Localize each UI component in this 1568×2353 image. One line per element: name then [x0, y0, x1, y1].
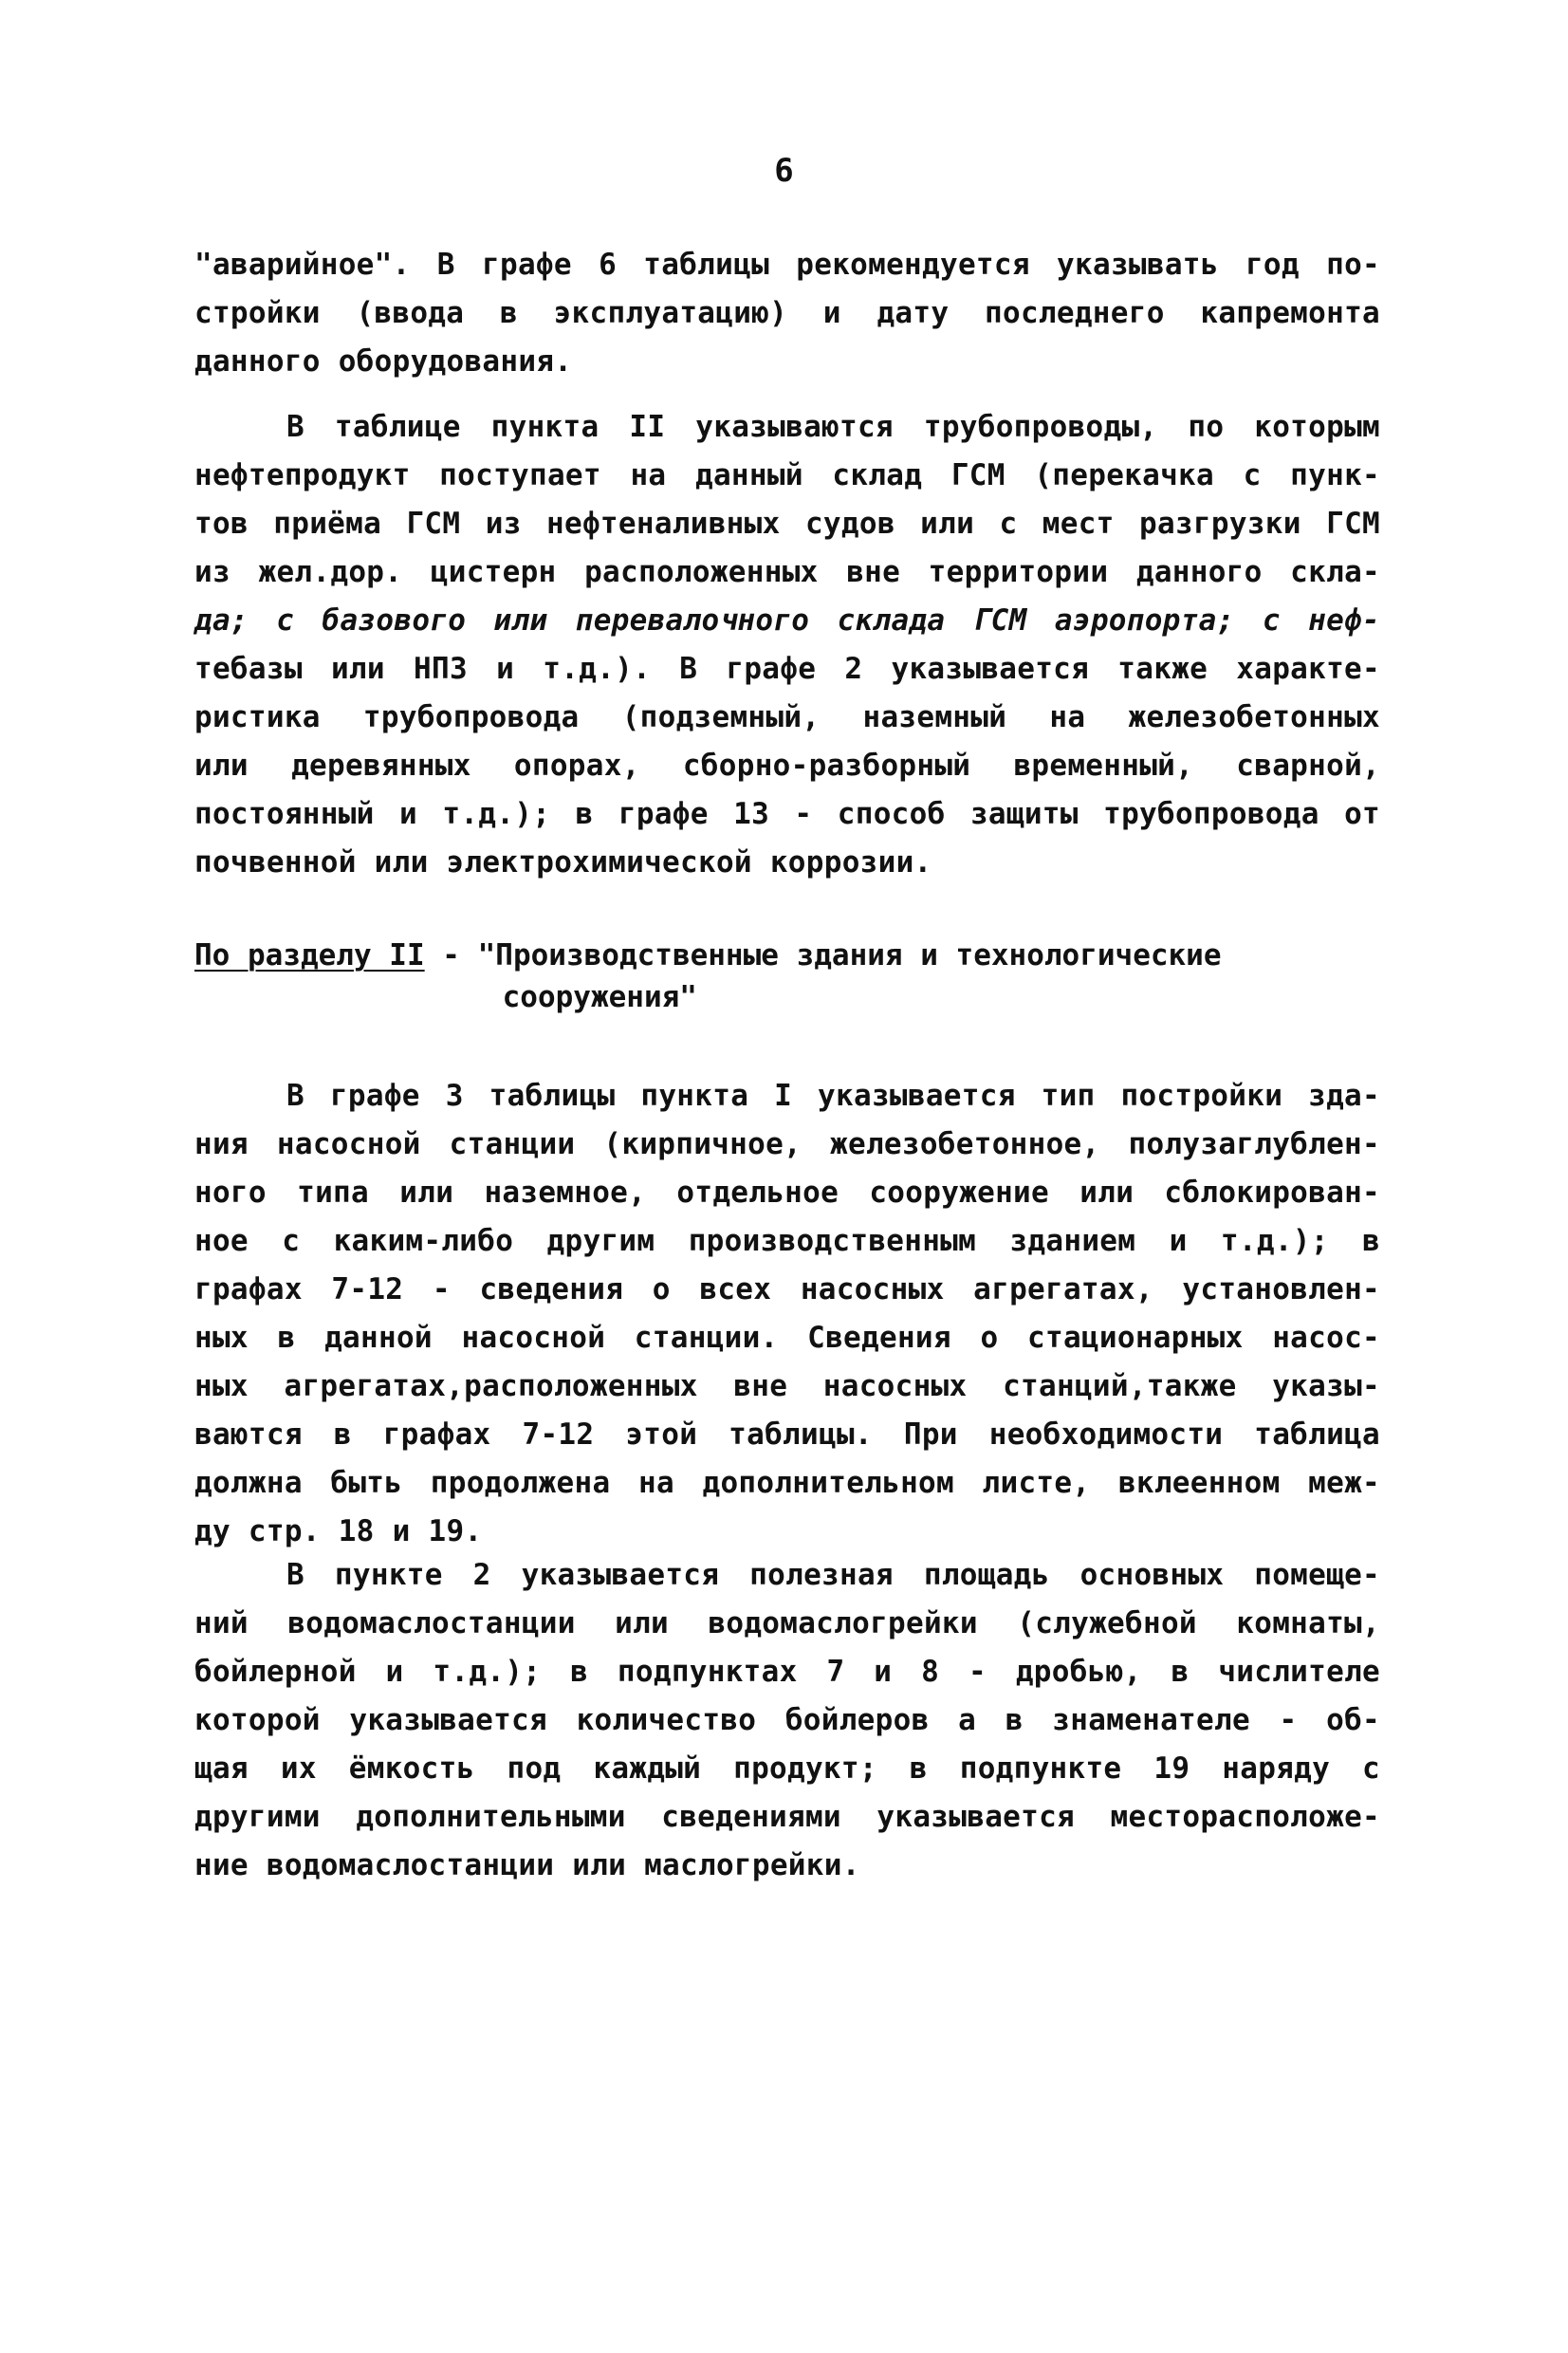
section-heading-label: По разделу II: [194, 938, 425, 973]
paragraph-3-line: ных агрегатах,расположенных вне насосных станций,также указы-: [194, 1369, 1380, 1403]
page-number: 6: [774, 152, 794, 190]
paragraph-3-line: графах 7-12 - сведения о всех насосных агрегатах, установлен-: [194, 1272, 1380, 1306]
paragraph-3-line: ду стр. 18 и 19.: [194, 1514, 483, 1548]
paragraph-4: [194, 1551, 1380, 1890]
paragraph-2-line: да; с базового или перевалочного склада ГСМ аэропорта; с неф-: [194, 603, 1380, 638]
section-heading-title-line: "Производственные здания и технологические: [477, 938, 1222, 973]
paragraph-2-line: постоянный и т.д.); в графе 13 - способ защиты трубопровода от: [194, 797, 1380, 831]
paragraph-1-line: данного оборудования.: [194, 344, 573, 379]
paragraph-4-line: бойлерной и т.д.); в подпунктах 7 и 8 - дробью, в числителе: [194, 1655, 1380, 1689]
paragraph-3-line: ных в данной насосной станции. Сведения о стационарных насос-: [194, 1321, 1380, 1355]
paragraph-2-line: ристика трубопровода (подземный, наземный на железобетонных: [194, 700, 1380, 734]
paragraph-4-line: ние водомаслостанции или маслогрейки.: [194, 1848, 860, 1882]
paragraph-4-line: которой указывается количество бойлеров а в знаменателе - об-: [194, 1703, 1380, 1737]
paragraph-2-line: тебазы или НПЗ и т.д.). В графе 2 указывается также характе-: [194, 652, 1380, 686]
paragraph-1: [194, 241, 1380, 386]
paragraph-3-line: должна быть продолжена на дополнительном листе, вклеенном меж-: [194, 1466, 1380, 1500]
paragraph-2-line: В таблице пункта II указываются трубопроводы, по которым: [286, 410, 1380, 444]
paragraph-3-line: ное с каким-либо другим производственным зданием и т.д.); в: [194, 1224, 1380, 1258]
paragraph-1-line: стройки (ввода в эксплуатацию) и дату последнего капремонта: [194, 296, 1380, 330]
paragraph-4-line: другими дополнительными сведениями указывается месторасположе-: [194, 1800, 1380, 1834]
paragraph-2-line: почвенной или электрохимической коррозии.: [194, 845, 932, 880]
paragraph-3-line: ния насосной станции (кирпичное, железобетонное, полузаглублен-: [194, 1127, 1380, 1161]
paragraph-3-line: ваются в графах 7-12 этой таблицы. При необходимости таблица: [194, 1417, 1380, 1452]
paragraph-3-line: В графе 3 таблицы пункта I указывается тип постройки зда-: [286, 1079, 1380, 1113]
section-heading-title-line: сооружения": [502, 980, 697, 1014]
paragraph-2-line: или деревянных опорах, сборно-разборный временный, сварной,: [194, 749, 1380, 783]
paragraph-2-line: тов приёма ГСМ из нефтеналивных судов или с мест разгрузки ГСМ: [194, 507, 1380, 541]
section-heading-dash: -: [424, 938, 478, 973]
paragraph-4-line: В пункте 2 указывается полезная площадь основных помеще-: [286, 1558, 1380, 1592]
paragraph-1-line: "аварийное". В графе 6 таблицы рекомендуется указывать год по-: [194, 248, 1380, 282]
paragraph-2: [194, 403, 1380, 887]
section-heading: [194, 935, 1380, 1018]
paragraph-4-line: щая их ёмкость под каждый продукт; в подпункте 19 наряду с: [194, 1751, 1380, 1786]
paragraph-3-line: ного типа или наземное, отдельное сооружение или сблокирован-: [194, 1176, 1380, 1210]
paragraph-3: [194, 1072, 1380, 1556]
paragraph-2-line: нефтепродукт поступает на данный склад ГСМ (перекачка с пунк-: [194, 458, 1380, 492]
paragraph-2-line: из жел.дор. цистерн расположенных вне территории данного скла-: [194, 555, 1380, 589]
paragraph-4-line: ний водомаслостанции или водомаслогрейки (служебной комнаты,: [194, 1606, 1380, 1640]
